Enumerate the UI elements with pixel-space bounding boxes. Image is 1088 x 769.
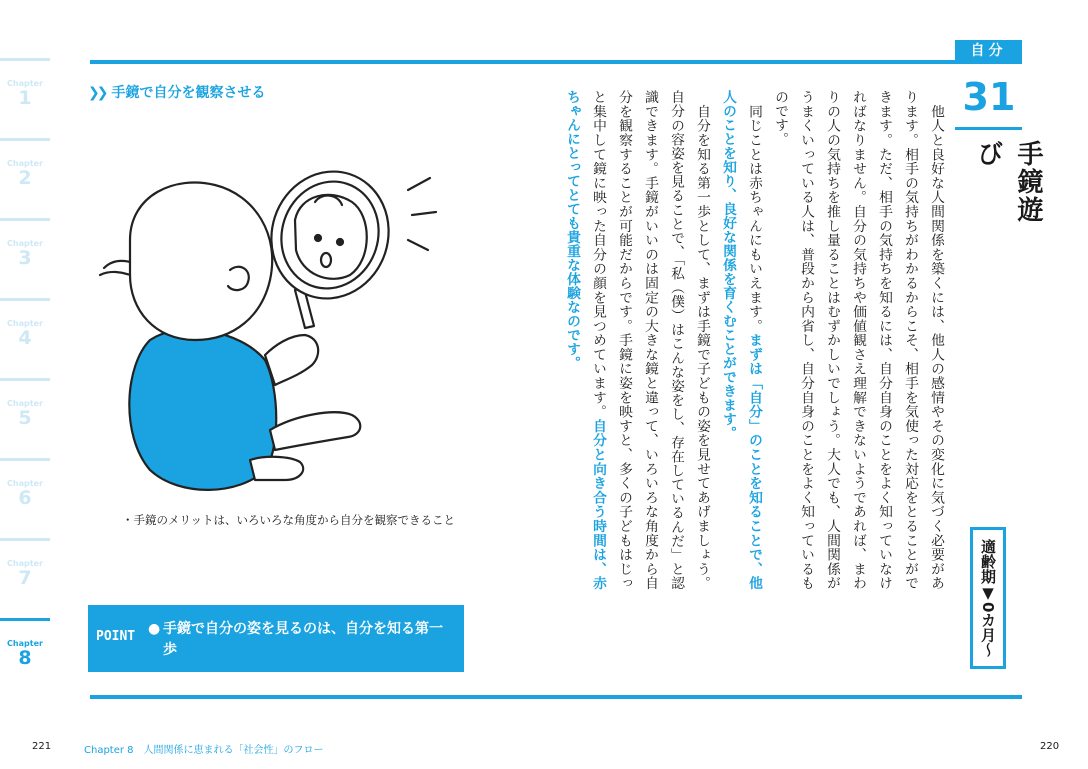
chapter-tab-label: Chapter [7, 399, 43, 408]
body-paragraph-1: 他人と良好な人間関係を築くには、他人の感情やその変化に気づく必要があります。相手の気持ちがわかるからこそ、相手を気使った対応をとることができます。ただ、相手の気持ちを知るには、自分自身のことをよく知っていなければなりません。自分の気持ちや価値観さえ理解できないようであれば、まわりの人の気持ちを推し量ることはむずかしいでしょう。大人でも、人間関係がうまくいっている人は、普段から内省し、自分自身のことをよく知っているものです。 [772, 90, 944, 591]
chapter-tab-6[interactable] [0, 458, 50, 539]
chapter-tab-3[interactable] [0, 218, 50, 299]
chapter-tab-label: Chapter [7, 479, 43, 488]
chapter-tab-7[interactable] [0, 538, 50, 619]
point-text-content: 手鏡で自分の姿を見るのは、自分を知る第一歩 [163, 621, 443, 658]
chapter-tab-label: Chapter [7, 159, 43, 168]
body-highlight-1: まずは「自分」のことを知ることで、他人のことを知り、良好な関係を育くむことができます。 [720, 90, 762, 591]
chapter-tab-number: 7 [18, 567, 32, 589]
body-highlight-2: 自分と向き合う時間は、赤ちゃんにとってとても貴重な体験なのです。 [564, 90, 606, 591]
age-badge [970, 527, 1006, 669]
baby-with-hand-mirror-illustration [90, 150, 450, 510]
chapter-tab-1[interactable] [0, 58, 50, 139]
chapter-tab-number: 3 [18, 247, 32, 269]
chapter-tab-number: 4 [18, 327, 32, 349]
chapter-tab-label: Chapter [7, 639, 43, 648]
chapter-tab-4[interactable] [0, 298, 50, 379]
body-paragraph-3: 自分を知る第一歩として、まずは手鏡で子どもの姿を見せてあげましょう。自分の容姿を見ることで、「私（僕）はこんな姿をし、存在しているんだ」と認識できます。手鏡がいいのは固定の大きな鏡と違って、いろいろな角度から自分を観察することが可能だからです。手鏡に姿を映すと、多くの子どもはじっと集中して鏡に映った自分の顔を見つめています。自分と向き合う時間は、赤ちゃんにとってとても貴重な体験なのです。 [564, 90, 710, 591]
body-paragraph-2: 同じことは赤ちゃんにもいえます。まずは「自分」のことを知ることで、他人のことを知り、良好な関係を育くむことができます。 [720, 90, 762, 591]
point-box [88, 605, 464, 672]
chapter-tab-number: 8 [18, 647, 32, 669]
illustration-caption: ・手鏡のメリットは、いろいろな角度から自分を観察できること [122, 513, 456, 527]
age-badge-text: 適齢期▼0カ月〜 [979, 538, 997, 658]
chapter-tab-number: 5 [18, 407, 32, 429]
activity-number: 31 [962, 75, 1016, 119]
category-label: 自分 [955, 40, 1022, 62]
double-chevron-icon: ❯❯ [88, 85, 106, 101]
point-label: POINT [96, 629, 136, 644]
top-rule [90, 60, 1022, 64]
activity-title: 手鏡遊び [973, 140, 1043, 224]
chapter-tab-2[interactable] [0, 138, 50, 219]
bottom-rule [90, 695, 1022, 699]
chapter-tab-number: 1 [18, 87, 32, 109]
chapter-tab-label: Chapter [7, 79, 43, 88]
body-text [564, 90, 949, 591]
chapter-tab-number: 6 [18, 487, 32, 509]
footer-chapter-title: Chapter 8 人間関係に恵まれる「社会性」のフロー [84, 745, 324, 756]
chapter-tab-8[interactable] [0, 618, 50, 699]
chapter-tab-5[interactable] [0, 378, 50, 459]
chapter-tab-number: 2 [18, 167, 32, 189]
caption-heading: ❯❯ 手鏡で自分を観察させる [88, 85, 266, 101]
point-text [148, 619, 453, 661]
right-page-number: 220 [1040, 741, 1060, 752]
chapter-tab-label: Chapter [7, 319, 43, 328]
chapter-tab-label: Chapter [7, 559, 43, 568]
number-underline [955, 127, 1022, 130]
left-page-number: 221 [32, 741, 52, 752]
chapter-tab-label: Chapter [7, 239, 43, 248]
bullet-icon: ● [148, 621, 161, 637]
